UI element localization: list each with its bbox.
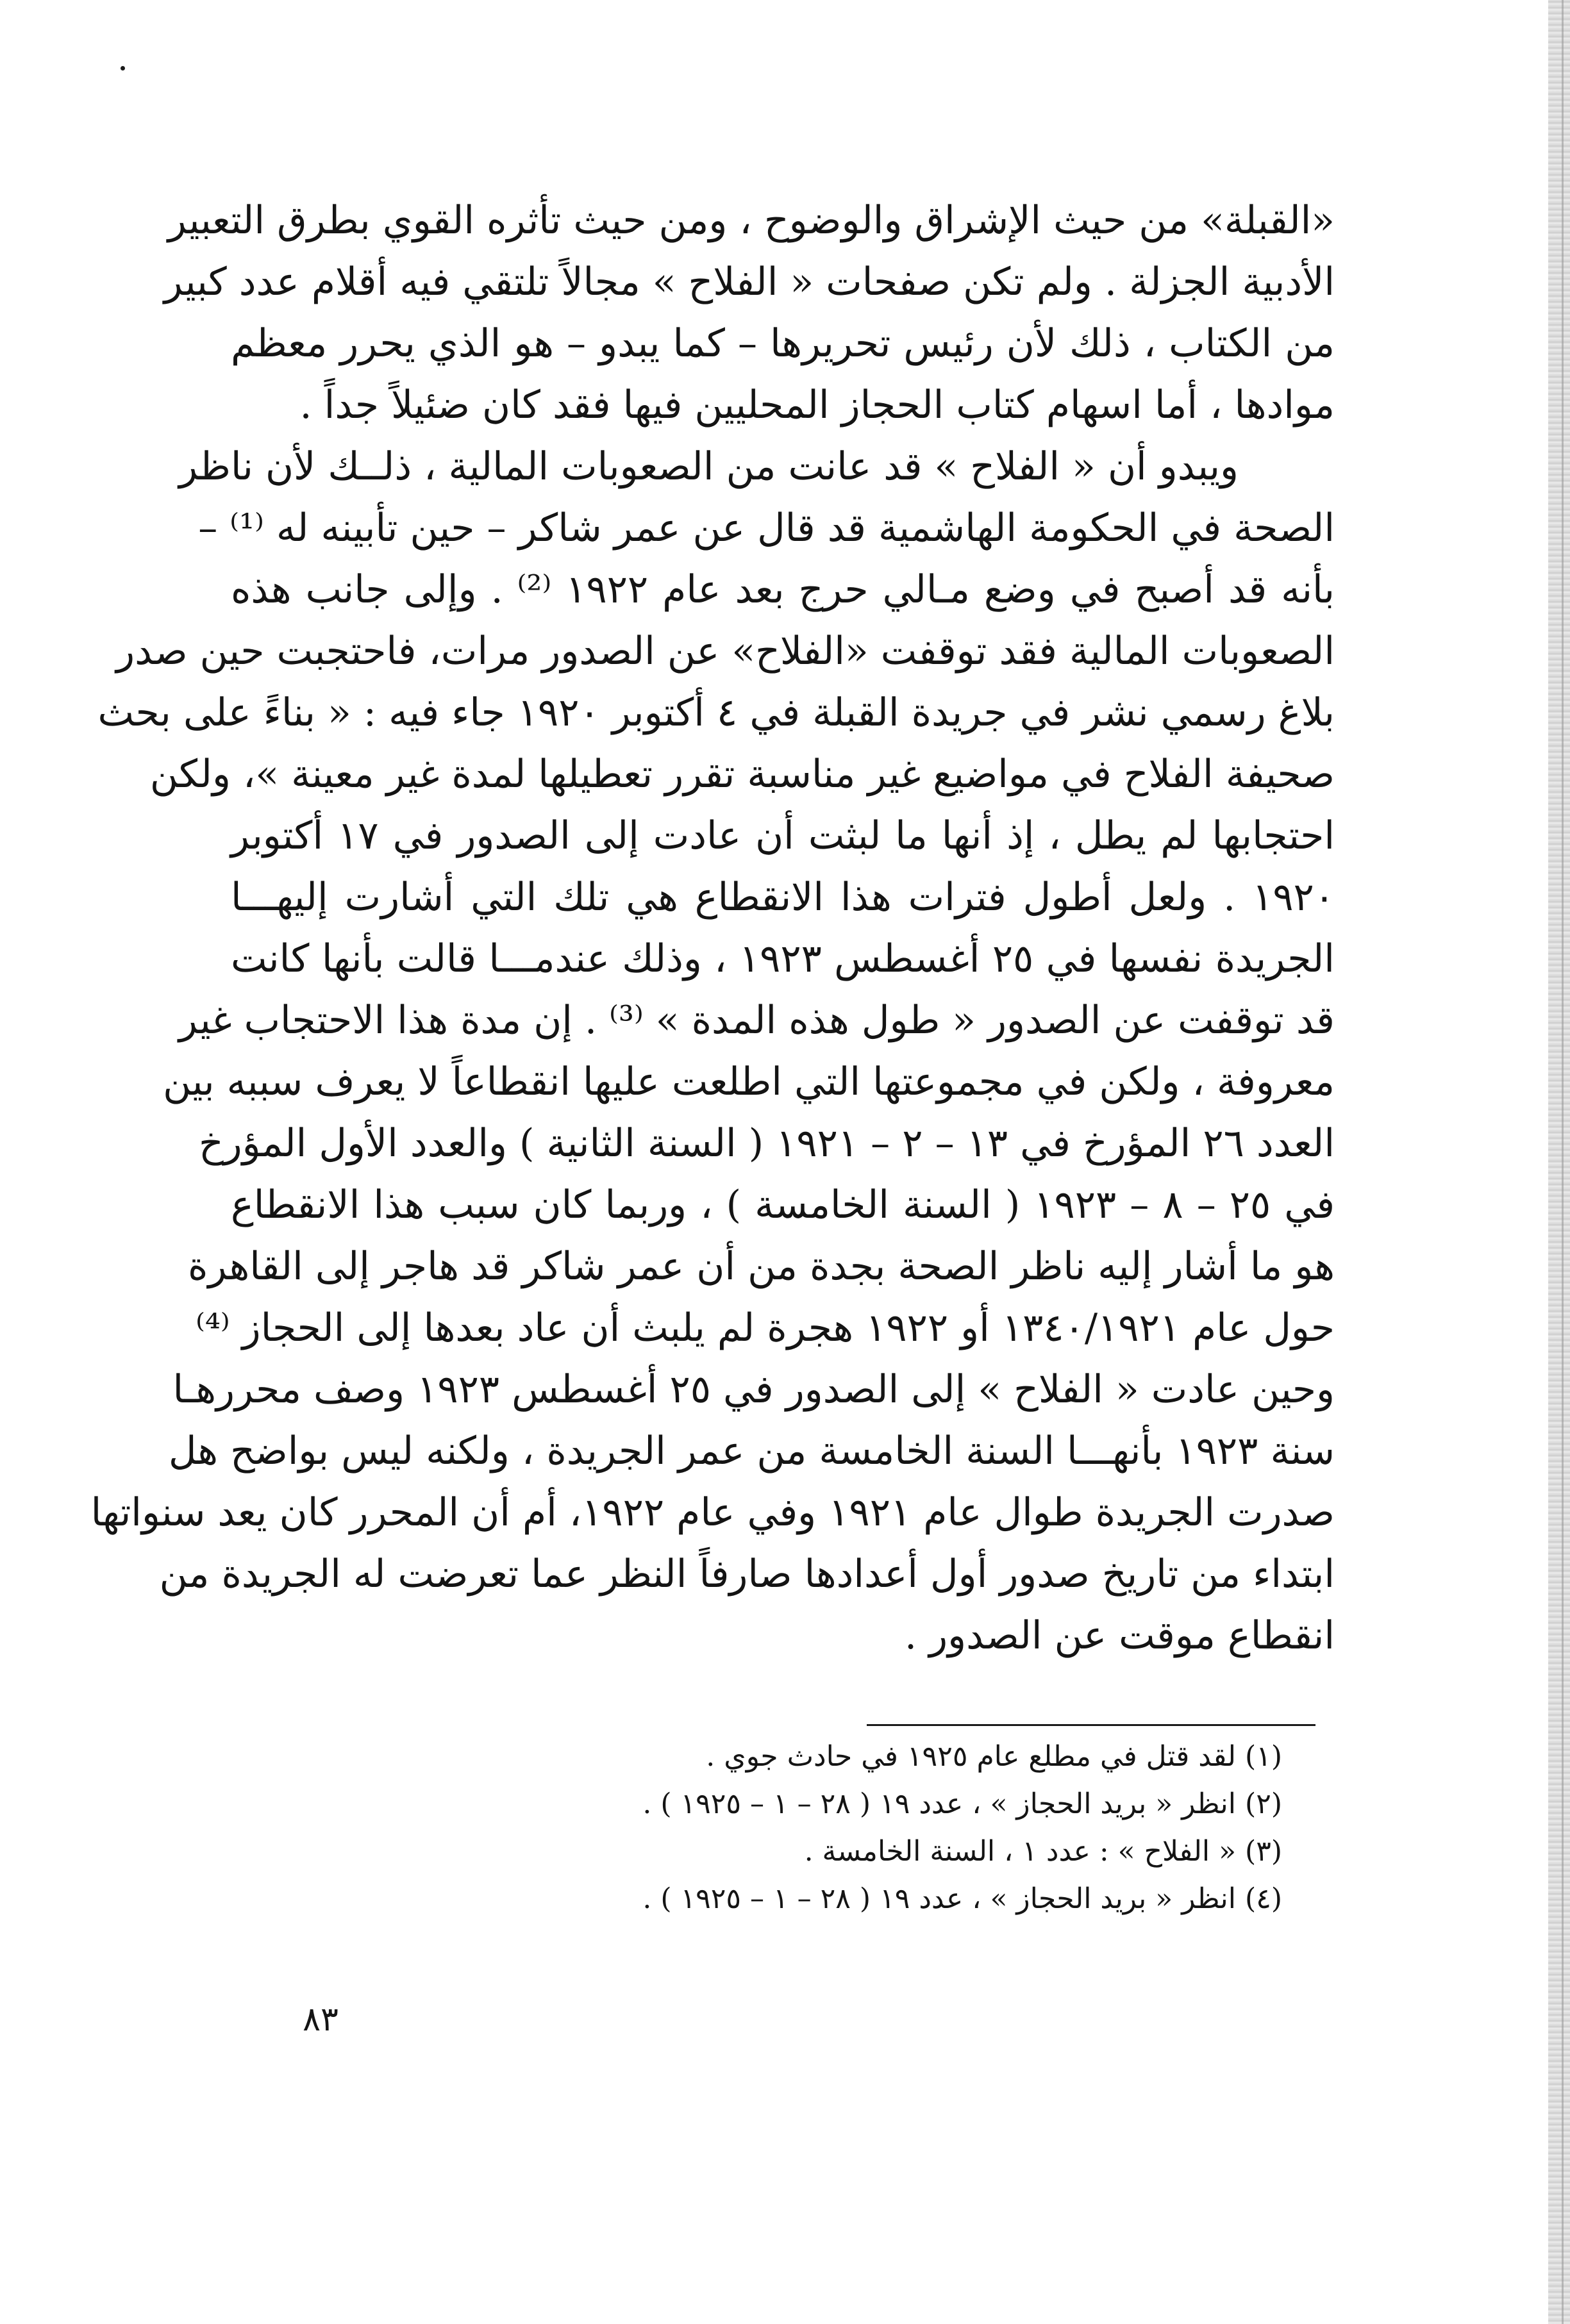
body-line: معروفة ، ولكن في مجموعتها التي اطلعت عليها انقطاعاً لا يعرف سببه بين xyxy=(163,1059,1335,1104)
body-line: صحيفة الفلاح في مواضيع غير مناسبة تقرر تعطيلها لمدة غير معينة »، ولكن xyxy=(149,752,1335,797)
footnote: (٢) انظر « بريد الحجاز » ، عدد ١٩ ( ٢٨ – ١ – ١٩٢٥ ) . xyxy=(642,1788,1282,1820)
body-line: ابتداء من تاريخ صدور أول أعدادها صارفاً النظر عما تعرضت له الجريدة من xyxy=(159,1552,1335,1597)
scan-speck xyxy=(121,66,125,71)
body-text xyxy=(90,190,1335,1666)
body-line: الصعوبات المالية فقد توقفت «الفلاح» عن الصدور مرات، فاحتجبت حين صدر xyxy=(116,629,1335,674)
body-line: هو ما أشار إليه ناظر الصحة بجدة من أن عمر شاكر قد هاجر إلى القاهرة xyxy=(188,1244,1335,1289)
body-line: ١٩٢٠ . ولعل أطول فترات هذا الانقطاع هي تلك التي أشارت إليهـــا xyxy=(231,875,1335,920)
body-line: بلاغ رسمي نشر في جريدة القبلة في ٤ أكتوبر ١٩٢٠ جاء فيه : « بناءً على بحث xyxy=(97,690,1335,735)
footnote: (٣) « الفلاح » : عدد ١ ، السنة الخامسة . xyxy=(804,1835,1282,1868)
body-line: بأنه قد أصبح في وضع مـالي حرج بعد عام ١٩٢٢ ⁽²⁾ . وإلى جانب هذه xyxy=(231,567,1335,612)
body-line: انقطاع موقت عن الصدور . xyxy=(904,1613,1335,1658)
body-line: حول عام ١٣٤٠/١٩٢١ أو ١٩٢٢ هجرة لم يلبث أن عاد بعدها إلى الحجاز ⁽⁴⁾ xyxy=(196,1306,1335,1350)
body-line: من الكتاب ، ذلك لأن رئيس تحريرها – كما يبدو – هو الذي يحرر معظم xyxy=(231,321,1335,366)
body-line: العدد ٢٦ المؤرخ في ١٣ – ٢ – ١٩٢١ ( السنة الثانية ) والعدد الأول المؤرخ xyxy=(198,1121,1335,1166)
body-line: «القبلة» من حيث الإشراق والوضوح ، ومن حيث تأثره القوي بطرق التعبير xyxy=(167,198,1335,243)
body-line: احتجابها لم يطل ، إذ أنها ما لبثت أن عادت إلى الصدور في ١٧ أكتوبر xyxy=(231,813,1335,858)
body-line: الصحة في الحكومة الهاشمية قد قال عن عمر شاكر – حين تأبينه له ⁽¹⁾ – xyxy=(198,506,1335,551)
body-line: سنة ١٩٢٣ بأنهـــا السنة الخامسة من عمر الجريدة ، ولكنه ليس بواضح هل xyxy=(168,1429,1335,1473)
footnote: (١) لقد قتل في مطلع عام ١٩٢٥ في حادث جوي . xyxy=(706,1740,1282,1773)
body-line: قد توقفت عن الصدور « طول هذه المدة » ⁽³⁾ . إن مدة هذا الاحتجاب غير xyxy=(178,998,1335,1043)
body-line: الأدبية الجزلة . ولم تكن صفحات « الفلاح » مجالاً تلتقي فيه أقلام عدد كبير xyxy=(163,260,1335,304)
footnote-separator xyxy=(867,1724,1315,1726)
body-line: صدرت الجريدة طوال عام ١٩٢١ وفي عام ١٩٢٢، أم أن المحرر كان يعد سنواتها xyxy=(90,1490,1335,1535)
page-edge-shadow xyxy=(1548,0,1570,2324)
paragraph-start-line: ويبدو أن « الفلاح » قد عانت من الصعوبات المالية ، ذلــك لأن ناظر xyxy=(179,444,1239,489)
body-line: الجريدة نفسها في ٢٥ أغسطس ١٩٢٣ ، وذلك عندمـــا قالت بأنها كانت xyxy=(231,936,1335,981)
page-edge-line xyxy=(1562,0,1564,2324)
page-number: ٨٣ xyxy=(303,2000,338,2039)
footnotes xyxy=(231,1733,1282,1923)
footnote: (٤) انظر « بريد الحجاز » ، عدد ١٩ ( ٢٨ – ١ – ١٩٢٥ ) . xyxy=(642,1882,1282,1915)
body-line: في ٢٥ – ٨ – ١٩٢٣ ( السنة الخامسة ) ، وربما كان سبب هذا الانقطاع xyxy=(231,1183,1335,1227)
body-line: موادها ، أما اسهام كتاب الحجاز المحليين فيها فقد كان ضئيلاً جداً . xyxy=(299,383,1335,427)
body-line: وحين عادت « الفلاح » إلى الصدور في ٢٥ أغسطس ١٩٢٣ وصف محررهـا xyxy=(172,1367,1335,1412)
